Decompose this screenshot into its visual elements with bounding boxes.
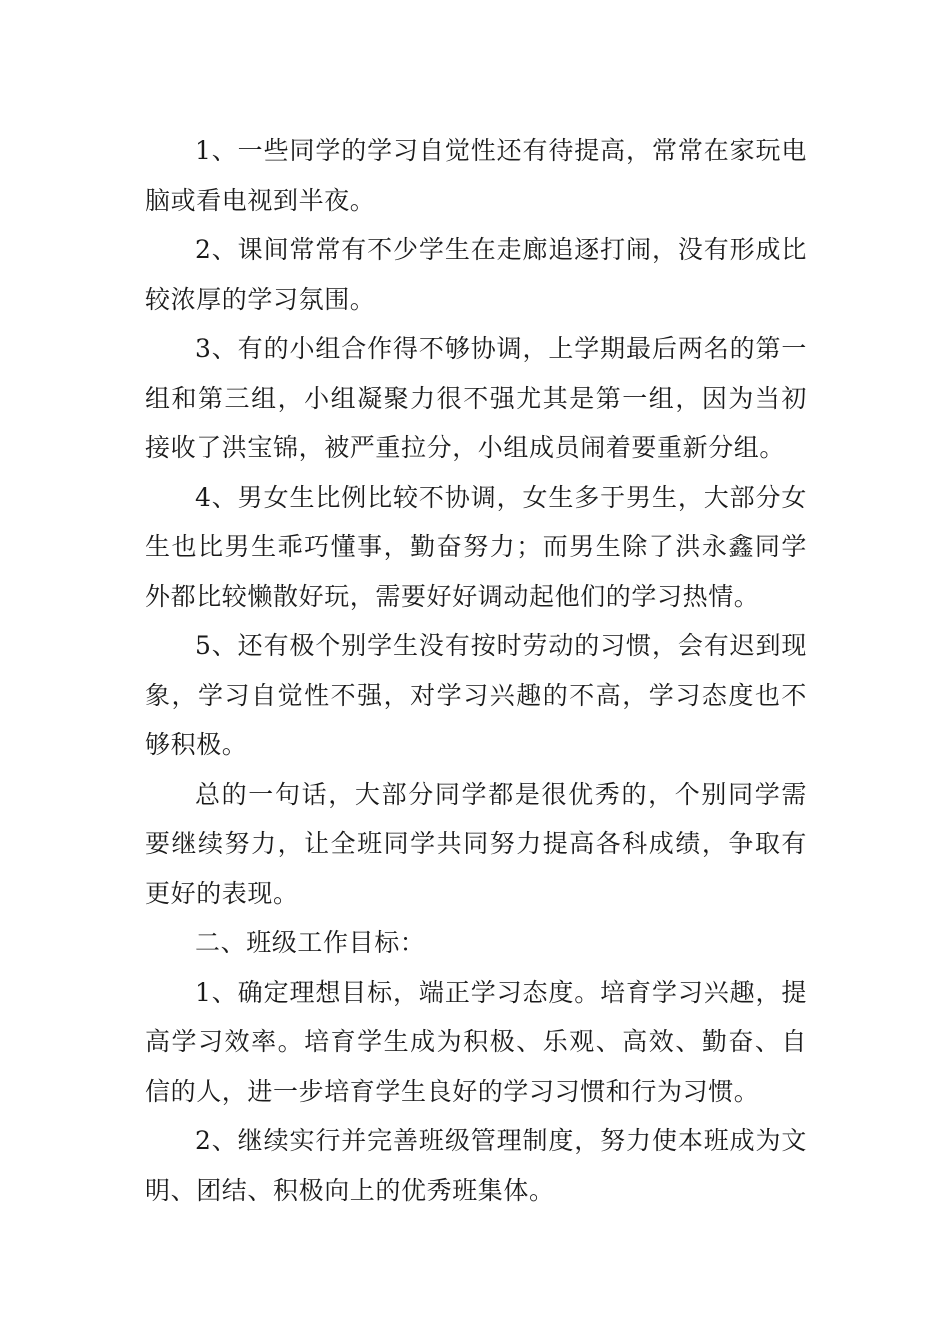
paragraph-issue-2: 2、课间常常有不少学生在走廊追逐打闹，没有形成比较浓厚的学习氛围。 [145, 235, 807, 314]
paragraph-goal-2: 2、继续实行并完善班级管理制度，努力使本班成为文明、团结、积极向上的优秀班集体。 [145, 1126, 807, 1205]
paragraph-goal-1: 1、确定理想目标，端正学习态度。培育学习兴趣，提高学习效率。培育学生成为积极、乐观、高效、勤奋、自信的人，进一步培育学生良好的学习习惯和行为习惯。 [145, 977, 807, 1106]
paragraph-issue-3: 3、有的小组合作得不够协调，上学期最后两名的第一组和第三组，小组凝聚力很不强尤其是第一组，因为当初接收了洪宝锦，被严重拉分，小组成员闹着要重新分组。 [145, 334, 807, 462]
section-heading-goals: 二、班级工作目标： [195, 928, 426, 957]
document-body [145, 126, 807, 1215]
paragraph-summary: 总的一句话，大部分同学都是很优秀的，个别同学需要继续努力，让全班同学共同努力提高各科成绩，争取有更好的表现。 [145, 779, 807, 908]
paragraph-issue-4: 4、男女生比例比较不协调，女生多于男生，大部分女生也比男生乖巧懂事，勤奋努力；而男生除了洪永鑫同学外都比较懒散好玩，需要好好调动起他们的学习热情。 [145, 482, 807, 611]
paragraph-issue-1: 1、一些同学的学习自觉性还有待提高，常常在家玩电脑或看电视到半夜。 [145, 136, 807, 215]
paragraph-issue-5: 5、还有极个别学生没有按时劳动的习惯，会有迟到现象，学习自觉性不强，对学习兴趣的不高，学习态度也不够积极。 [145, 631, 807, 759]
